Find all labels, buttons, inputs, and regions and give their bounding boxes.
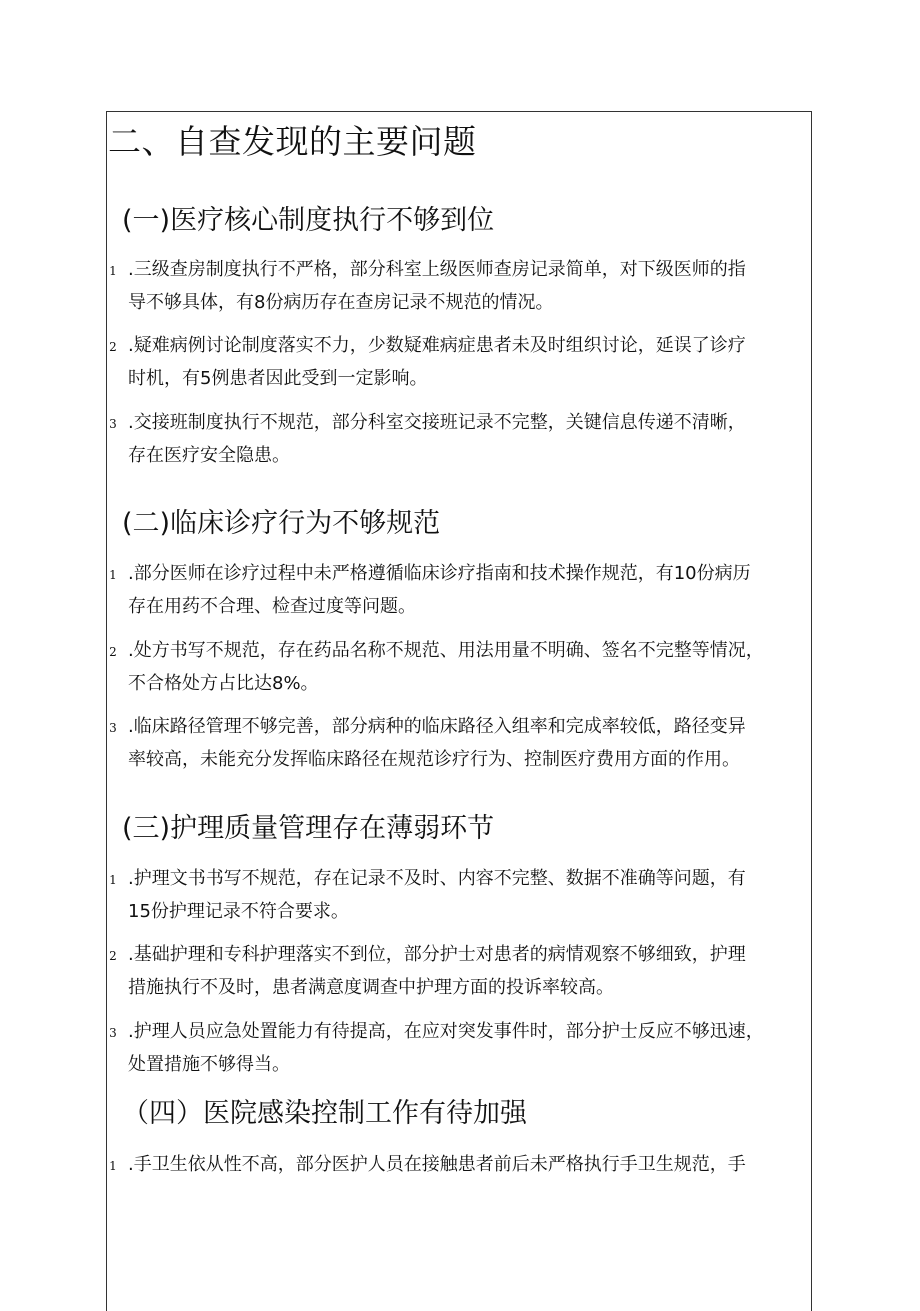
item-line: .部分医师在诊疗过程中未严格遵循临床诊疗指南和技术操作规范，有10份病历 (128, 563, 751, 584)
item-line: .交接班制度执行不规范，部分科室交接班记录不完整，关键信息传递不清晰， (128, 412, 746, 433)
item-number: 1 (109, 264, 117, 278)
item-line: 措施执行不及时，患者满意度调查中护理方面的投诉率较高。 (128, 977, 614, 998)
section-heading-2: (二)临床诊疗行为不够规范 (122, 508, 441, 539)
item-line: .疑难病例讨论制度落实不力，少数疑难病症患者未及时组织讨论，延误了诊疗 (128, 335, 746, 356)
item-number: 2 (109, 340, 117, 354)
item-line: .处方书写不规范，存在药品名称不规范、用法用量不明确、签名不完整等情况， (128, 640, 764, 661)
item-line: 15份护理记录不符合要求。 (128, 901, 349, 922)
item-line: .护理人员应急处置能力有待提高，在应对突发事件时，部分护士反应不够迅速， (128, 1021, 764, 1042)
item-line: .三级查房制度执行不严格，部分科室上级医师查房记录简单，对下级医师的指 (128, 259, 746, 280)
item-line: 时机，有5例患者因此受到一定影响。 (128, 368, 428, 389)
item-number: 1 (109, 1159, 117, 1173)
section-heading-4: （四）医院感染控制工作有待加强 (122, 1098, 527, 1129)
item-number: 2 (109, 949, 117, 963)
section-heading-1: (一)医疗核心制度执行不够到位 (122, 205, 495, 236)
item-line: 存在医疗安全隐患。 (128, 445, 290, 466)
item-line: 不合格处方占比达8%。 (128, 673, 319, 694)
item-line: 处置措施不够得当。 (128, 1054, 290, 1075)
item-line: 导不够具体，有8份病历存在查房记录不规范的情况。 (128, 292, 554, 313)
item-number: 1 (109, 873, 117, 887)
item-number: 3 (109, 417, 117, 431)
page-title: 二、自查发现的主要问题 (108, 122, 477, 161)
item-line: 存在用药不合理、检查过度等问题。 (128, 596, 416, 617)
item-line: 率较高，未能充分发挥临床路径在规范诊疗行为、控制医疗费用方面的作用。 (128, 749, 740, 770)
item-number: 3 (109, 721, 117, 735)
item-number: 1 (109, 568, 117, 582)
item-line: .基础护理和专科护理落实不到位，部分护士对患者的病情观察不够细致，护理 (128, 944, 746, 965)
item-line: .护理文书书写不规范，存在记录不及时、内容不完整、数据不准确等问题，有 (128, 868, 746, 889)
item-number: 3 (109, 1026, 117, 1040)
section-heading-3: (三)护理质量管理存在薄弱环节 (122, 813, 495, 844)
item-line: .手卫生依从性不高，部分医护人员在接触患者前后未严格执行手卫生规范，手 (128, 1154, 746, 1175)
item-line: .临床路径管理不够完善，部分病种的临床路径入组率和完成率较低，路径变异 (128, 716, 746, 737)
item-number: 2 (109, 645, 117, 659)
